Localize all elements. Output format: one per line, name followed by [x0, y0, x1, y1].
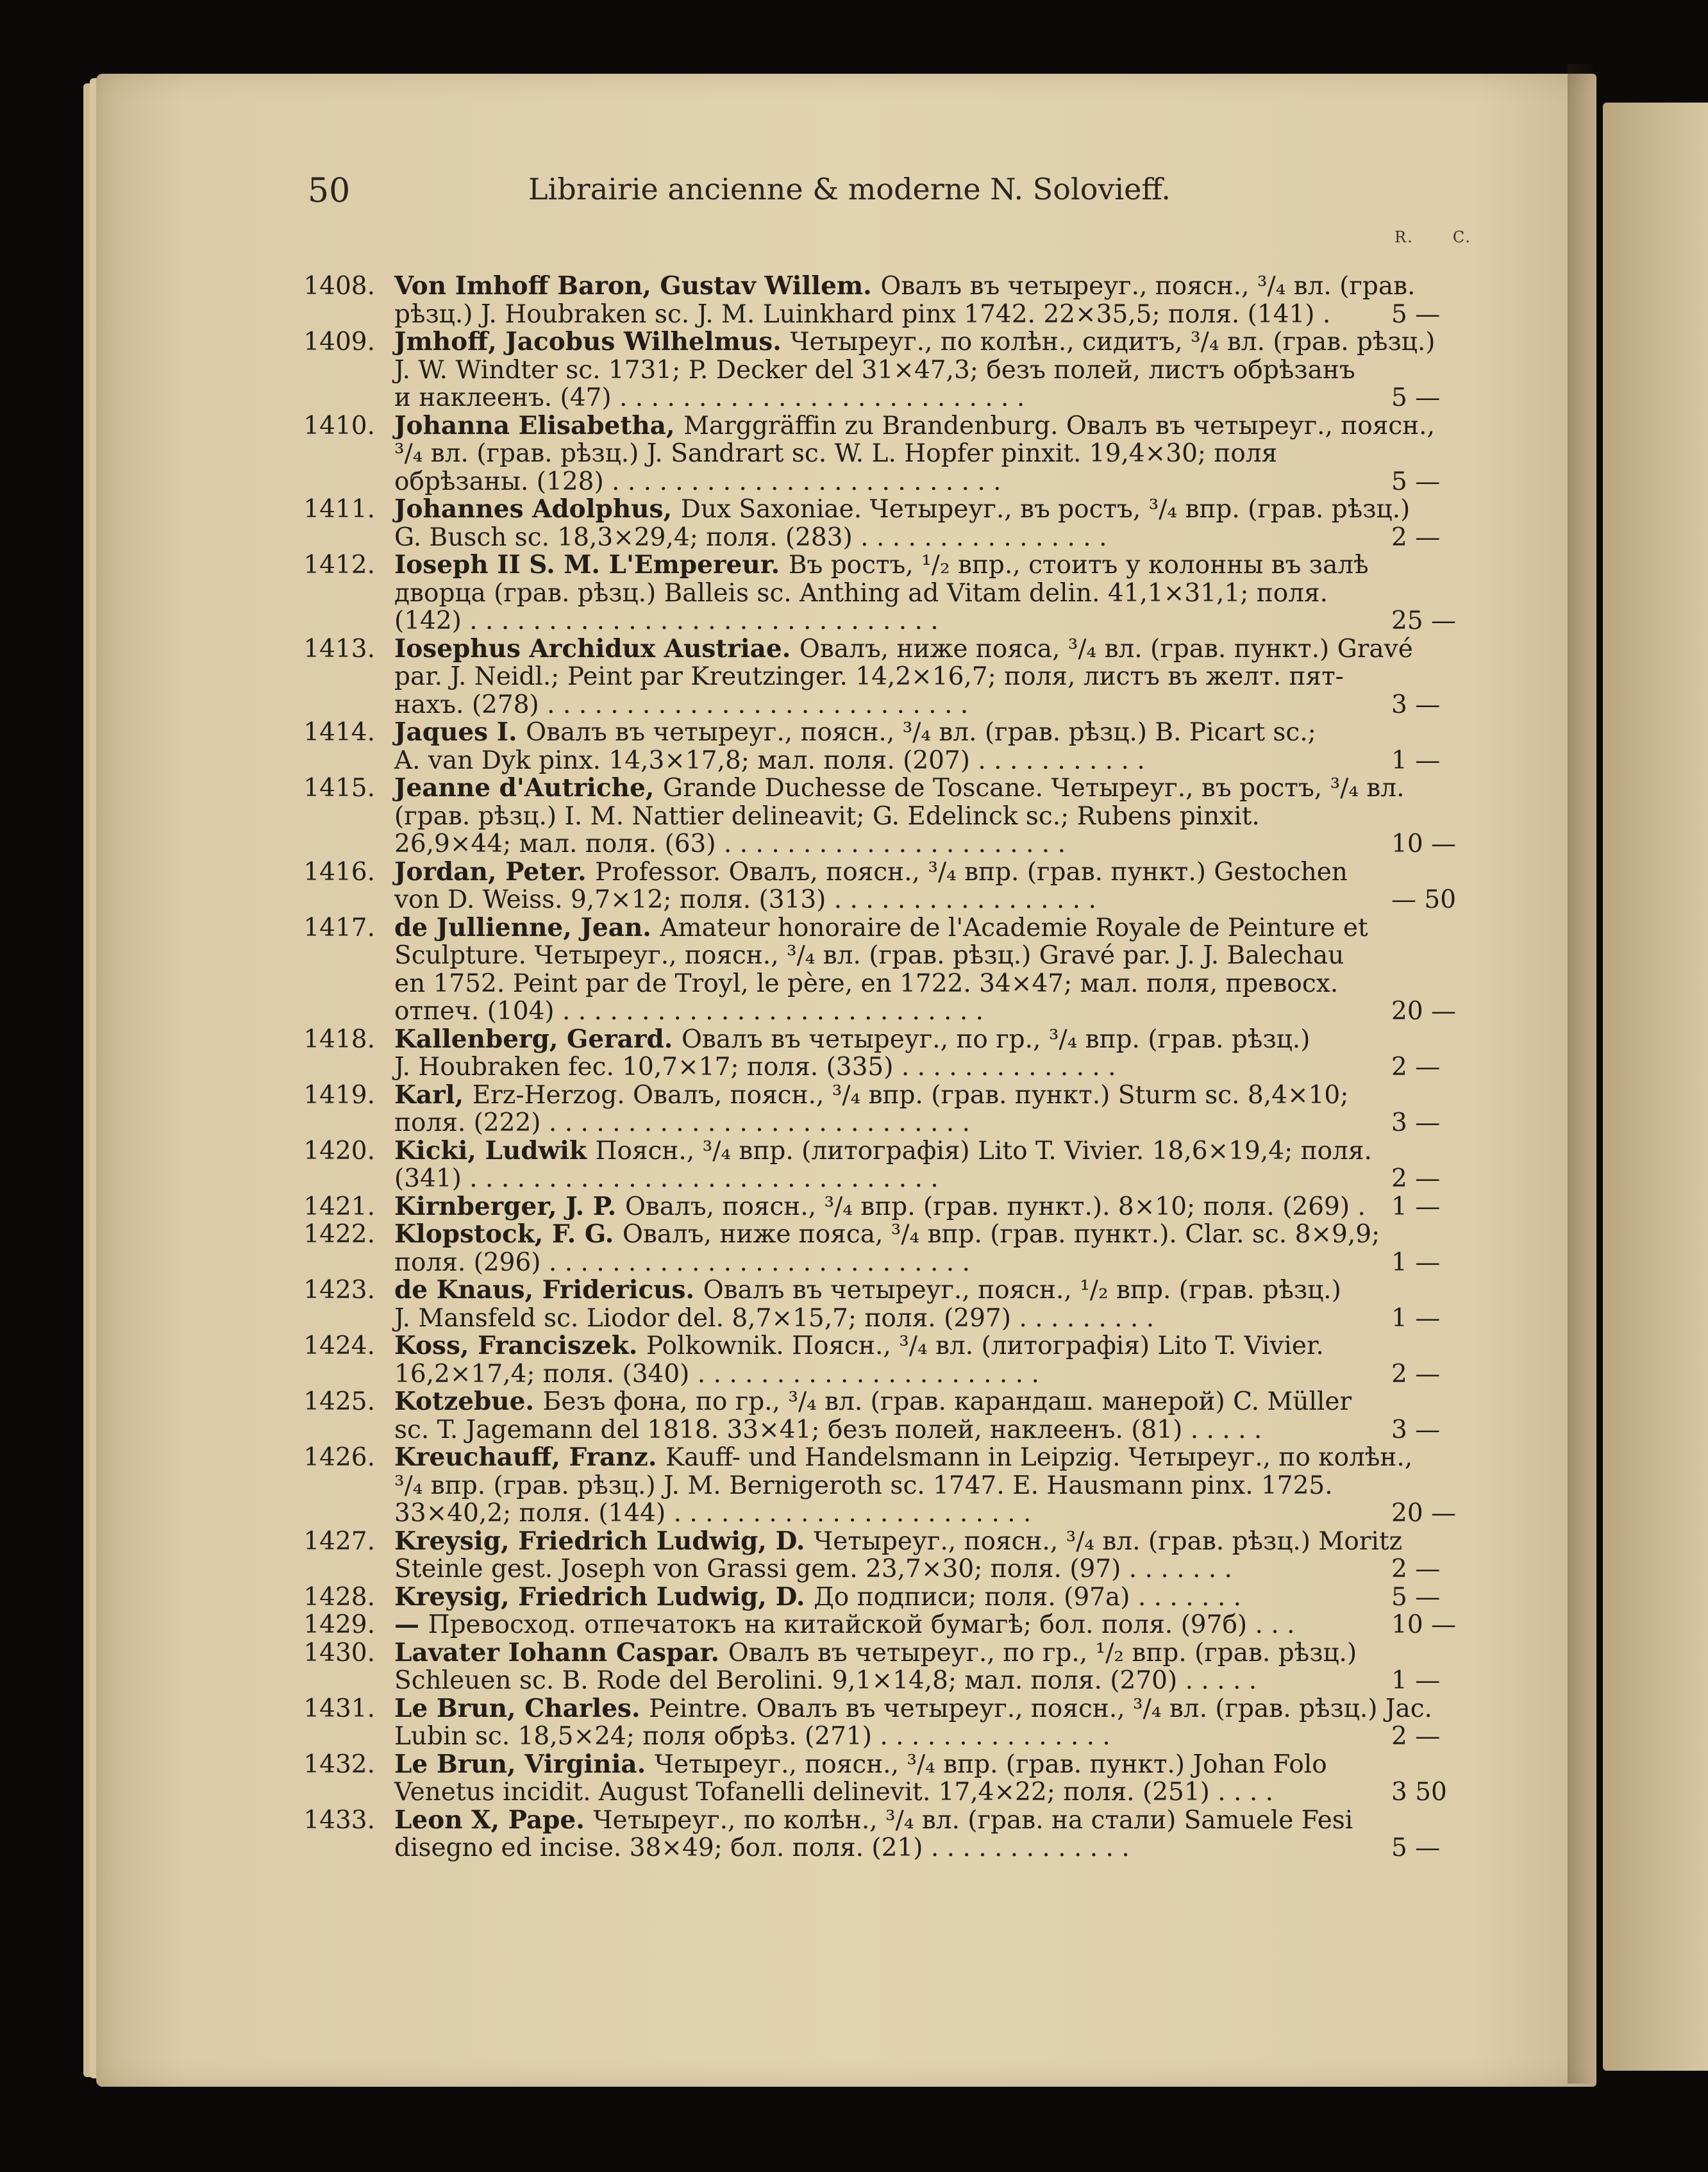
entry-number: 1429.	[303, 1610, 375, 1639]
entry-price: — 50	[1391, 885, 1457, 914]
catalog-entry	[301, 328, 1475, 412]
entry-price: 20 —	[1391, 1499, 1457, 1528]
entry-line: Schleuen sc. B. Rode del Berolini. 9,1×14,8; мал. поля. (270) . . . . .	[394, 1666, 1257, 1695]
entry-line: disegno ed incise. 38×49; бол. поля. (21) . . . . . . . . . . . . .	[394, 1834, 1130, 1862]
entry-name: Von Imhoff Baron, Gustav Willem.	[394, 271, 881, 301]
entry-line: Lavater Iohann Caspar. Овалъ въ четыреуг., по гр., ¹/₂ впр. (грав. рѣзц.)	[394, 1637, 1357, 1667]
entry-line: Lubin sc. 18,5×24; поля обрѣз. (271) . . . . . . . . . . . . . . .	[394, 1722, 1110, 1751]
entry-line: A. van Dyk pinx. 14,3×17,8; мал. поля. (207) . . . . . . . . . . .	[394, 746, 1145, 775]
entry-line: Leon X, Pape. Четыреуг., по колѣн., ³/₄ вл. (грав. на стали) Samuele Fesi	[394, 1805, 1353, 1835]
catalog-entry	[301, 272, 1475, 328]
rubles-label: R.	[1394, 228, 1414, 246]
entry-name: Le Brun, Charles.	[394, 1693, 649, 1723]
entry-name: Iosephus Archidux Austriae.	[394, 633, 800, 664]
entry-text	[394, 1080, 1349, 1137]
entry-line: Kirnberger, J. P. Овалъ, поясн., ³/₄ впр. (грав. пункт.). 8×10; поля. (269) .	[394, 1191, 1366, 1221]
entry-line: Koss, Franciszek. Polkownik. Поясн., ³/₄ вл. (литографія) Lito T. Vivier.	[394, 1331, 1324, 1360]
entry-line: — Превосход. отпечатокъ на китайской бумагѣ; бол. поля. (97б) . . .	[394, 1610, 1295, 1639]
entry-line: en 1752. Peint par de Troyl, le père, en 1722. 34×47; мал. поля, превосх.	[394, 969, 1339, 998]
entry-price: 3 —	[1391, 690, 1441, 719]
entry-text	[394, 327, 1436, 412]
entry-name: de Jullienne, Jean.	[394, 912, 660, 942]
entry-number: 1431.	[303, 1694, 375, 1723]
entry-line: Ioseph II S. M. L'Empereur. Въ ростъ, ¹/₂ впр., стоитъ у колонны въ залѣ	[394, 550, 1369, 580]
entry-name: Kotzebue.	[394, 1387, 543, 1416]
entry-price: 20 —	[1391, 997, 1457, 1026]
entry-line: поля. (296) . . . . . . . . . . . . . . . . . . . . . . . . . . .	[394, 1248, 970, 1277]
entry-text	[394, 1387, 1352, 1444]
page-number: 50	[308, 172, 351, 210]
entry-price: 1 —	[1391, 746, 1441, 775]
catalog-entry	[301, 412, 1475, 496]
page-title: Librairie ancienne & moderne N. Solovieff.	[528, 172, 1171, 206]
entry-price: 2 —	[1391, 1555, 1441, 1583]
entry-text	[394, 719, 1318, 774]
entry-line: Sculpture. Четыреуг., поясн., ³/₄ вл. (грав. рѣзц.) Gravé par. J. J. Balechau	[394, 941, 1344, 970]
entry-line: Le Brun, Charles. Peintre. Овалъ въ четыреуг., поясн., ³/₄ вл. (грав. рѣзц.) Jac.	[394, 1693, 1432, 1723]
catalog-entry	[301, 1276, 1475, 1332]
entry-number: 1427.	[303, 1526, 375, 1556]
entry-text	[394, 494, 1411, 552]
entry-line: обрѣзаны. (128) . . . . . . . . . . . . . . . . . . . . . . . . .	[394, 467, 1001, 496]
entry-price: 10 —	[1391, 830, 1457, 858]
entry-text	[394, 1805, 1353, 1862]
entry-line: Klopstock, F. G. Овалъ, ниже пояса, ³/₄ впр. (грав. пункт.). Clar. sc. 8×9,9;	[394, 1219, 1380, 1249]
catalog-entry	[301, 774, 1475, 858]
entry-number: 1412.	[303, 551, 375, 580]
entry-line: (грав. рѣзц.) I. M. Nattier delineavit; G. Edelinck sc.; Rubens pinxit.	[394, 801, 1260, 831]
entry-number: 1417.	[303, 913, 375, 942]
entry-line: G. Busch sc. 18,3×29,4; поля. (283) . . . . . . . . . . . . . . . .	[394, 522, 1107, 552]
entry-price: 2 —	[1391, 522, 1441, 552]
entry-text	[394, 1135, 1372, 1193]
entry-number: 1422.	[303, 1220, 375, 1249]
entry-name: Johannes Adolphus,	[394, 494, 681, 524]
entry-number: 1416.	[303, 857, 375, 887]
entry-price: 2 —	[1391, 1359, 1441, 1389]
entry-text	[394, 1275, 1341, 1333]
entry-line: J. W. Windter sc. 1731; P. Decker del 31×47,3; безъ полей, листъ обрѣзанъ	[394, 355, 1355, 385]
entry-text	[394, 1637, 1357, 1695]
entry-number: 1430.	[303, 1638, 375, 1667]
entry-price: 5 —	[1391, 383, 1441, 412]
catalog-entry	[301, 914, 1475, 1026]
entry-name: Johanna Elisabetha,	[394, 410, 684, 440]
entry-line: 16,2×17,4; поля. (340) . . . . . . . . . . . . . . . . . . . . . .	[394, 1359, 1039, 1389]
entry-line: de Knaus, Fridericus. Овалъ въ четыреуг., поясн., ¹/₂ впр. (грав. рѣзц.)	[394, 1275, 1341, 1305]
entry-name: Jeanne d'Autriche,	[394, 773, 663, 803]
entry-price: 3 —	[1391, 1108, 1441, 1137]
entry-line: Kicki, Ludwik Поясн., ³/₄ впр. (литографія) Lito T. Vivier. 18,6×19,4; поля.	[394, 1135, 1372, 1165]
entry-text	[394, 271, 1416, 329]
entry-name: Ioseph II S. M. L'Empereur.	[394, 550, 789, 580]
entry-name: de Knaus, Fridericus.	[394, 1275, 703, 1305]
entry-number: 1418.	[303, 1024, 375, 1054]
entry-price: 5 —	[1391, 1582, 1441, 1612]
entry-number: 1423.	[303, 1276, 375, 1305]
entry-number: 1425.	[303, 1387, 375, 1416]
entry-line: ³/₄ впр. (грав. рѣзц.) J. M. Bernigeroth sc. 1747. E. Hausmann pinx. 1725.	[394, 1471, 1333, 1500]
entry-line: Jeanne d'Autriche, Grande Duchesse de Toscane. Четыреуг., въ ростъ, ³/₄ вл.	[394, 773, 1405, 803]
entry-text	[394, 633, 1413, 719]
entry-line: Kreysig, Friedrich Ludwig, D. Четыреуг., поясн., ³/₄ вл. (грав. рѣзц.) Moritz	[394, 1526, 1403, 1556]
entry-number: 1414.	[303, 718, 375, 747]
catalog-entry	[301, 1583, 1475, 1612]
entry-line: Kreuchauff, Franz. Kauff- und Handelsmann in Leipzig. Четыреуг., по колѣн.,	[394, 1442, 1413, 1472]
entry-name: —	[394, 1610, 428, 1639]
entry-line: Johanna Elisabetha, Marggräffin zu Brandenburg. Овалъ въ четыреуг., поясн.,	[394, 410, 1435, 440]
entry-line: рѣзц.) J. Houbraken sc. J. M. Luinkhard pinx 1742. 22×35,5; поля. (141) .	[394, 299, 1331, 329]
entry-line: поля. (222) . . . . . . . . . . . . . . . . . . . . . . . . . . .	[394, 1108, 970, 1137]
entry-line: Iosephus Archidux Austriae. Овалъ, ниже пояса, ³/₄ вл. (грав. пункт.) Gravé	[394, 633, 1413, 664]
entry-number: 1413.	[303, 634, 375, 664]
entry-name: Lavater Iohann Caspar.	[394, 1637, 728, 1667]
catalog-entry	[301, 1332, 1475, 1388]
catalog-entry	[301, 1193, 1475, 1221]
entry-line: Karl, Erz-Herzog. Овалъ, поясн., ³/₄ впр. (грав. пункт.) Sturm sc. 8,4×10;	[394, 1080, 1349, 1110]
entry-text	[394, 1526, 1403, 1583]
entry-number: 1433.	[303, 1805, 375, 1835]
entry-line: ³/₄ вл. (грав. рѣзц.) J. Sandrart sc. W. L. Hopfer pinxit. 19,4×30; поля	[394, 439, 1278, 468]
entry-number: 1409.	[303, 328, 375, 356]
catalog-entry	[301, 1639, 1475, 1695]
catalog-entry	[301, 635, 1475, 719]
entry-name: Le Brun, Virginia.	[394, 1749, 655, 1779]
entry-price: 1 —	[1391, 1666, 1441, 1695]
entry-number: 1421.	[303, 1192, 375, 1221]
entry-line: J. Houbraken fec. 10,7×17; поля. (335) . . . . . . . . . . . . . .	[394, 1053, 1116, 1082]
entry-name: Kreuchauff, Franz.	[394, 1442, 666, 1472]
page-header	[308, 172, 1391, 217]
entry-line: и наклеенъ. (47) . . . . . . . . . . . . . . . . . . . . . . . . . .	[394, 383, 1025, 412]
entry-number: 1408.	[303, 272, 375, 301]
book-gutter	[1568, 64, 1596, 2084]
entry-text	[394, 773, 1405, 858]
entry-line: Le Brun, Virginia. Четыреуг., поясн., ³/₄ впр. (грав. пункт.) Johan Folo	[394, 1749, 1327, 1779]
entry-price: 10 —	[1391, 1610, 1457, 1639]
catalog-entry	[301, 1807, 1475, 1862]
facing-page-edge	[1603, 103, 1708, 2071]
entry-text	[394, 410, 1435, 496]
catalog-entry	[301, 1751, 1475, 1807]
entry-line: de Jullienne, Jean. Amateur honoraire de l'Academie Royale de Peinture et	[394, 912, 1368, 942]
entry-line: Kallenberg, Gerard. Овалъ въ четыреуг., по гр., ³/₄ впр. (грав. рѣзц.)	[394, 1024, 1310, 1054]
entry-line: sc. T. Jagemann del 1818. 33×41; безъ полей, наклеенъ. (81) . . . . .	[394, 1415, 1262, 1444]
entry-line: дворца (грав. рѣзц.) Balleis sc. Anthing ad Vitam delin. 41,1×31,1; поля.	[394, 578, 1328, 608]
entry-price: 5 —	[1391, 1834, 1441, 1862]
entry-line: Jordan, Peter. Professor. Овалъ, поясн., ³/₄ впр. (грав. пункт.) Gestochen	[394, 856, 1348, 887]
catalog-entry	[301, 1137, 1475, 1193]
entry-price: 3 —	[1391, 1415, 1441, 1444]
entry-text	[394, 1191, 1366, 1221]
entry-line: Kotzebue. Безъ фона, по гр., ³/₄ вл. (грав. карандаш. манерой) C. Müller	[394, 1387, 1352, 1416]
entry-line: нахъ. (278) . . . . . . . . . . . . . . . . . . . . . . . . . . .	[394, 690, 969, 719]
catalog-entry	[301, 1695, 1475, 1751]
catalog-entry	[301, 496, 1475, 551]
entry-name: Kreysig, Friedrich Ludwig, D.	[394, 1526, 814, 1556]
entry-name: Kirnberger, J. P.	[394, 1191, 625, 1221]
entry-line: Jaques I. Овалъ въ четыреуг., поясн., ³/₄ вл. (грав. рѣзц.) B. Picart sc.;	[394, 717, 1316, 747]
entry-name: Klopstock, F. G.	[394, 1219, 623, 1249]
catalog-entry	[301, 1026, 1475, 1082]
entry-name: Kallenberg, Gerard.	[394, 1024, 682, 1054]
entry-line: Von Imhoff Baron, Gustav Willem. Овалъ въ четыреуг., поясн., ³/₄ вл. (грав.	[394, 271, 1416, 301]
entry-price: 25 —	[1391, 606, 1457, 635]
entry-line: Venetus incidit. August Tofanelli delinevit. 17,4×22; поля. (251) . . . .	[394, 1778, 1274, 1807]
entry-line: (142) . . . . . . . . . . . . . . . . . . . . . . . . . . . . . .	[394, 606, 939, 635]
entry-number: 1432.	[303, 1750, 375, 1779]
entry-line: 33×40,2; поля. (144) . . . . . . . . . . . . . . . . . . . . . . .	[394, 1499, 1032, 1528]
entry-price: 1 —	[1391, 1248, 1441, 1277]
entry-line: 26,9×44; мал. поля. (63) . . . . . . . . . . . . . . . . . . . . . .	[394, 830, 1066, 858]
catalog-entry	[301, 1082, 1475, 1137]
kopecks-label: C.	[1452, 228, 1471, 246]
entry-number: 1426.	[303, 1443, 375, 1472]
entry-price: 2 —	[1391, 1722, 1441, 1751]
entry-price: 2 —	[1391, 1053, 1441, 1082]
entry-line: отпеч. (104) . . . . . . . . . . . . . . . . . . . . . . . . . . .	[394, 997, 984, 1026]
entry-price: 5 —	[1391, 467, 1441, 496]
entry-line: Kreysig, Friedrich Ludwig, D. До подписи; поля. (97a) . . . . . . .	[394, 1582, 1242, 1612]
entry-name: Jordan, Peter.	[394, 856, 596, 887]
entry-line: von D. Weiss. 9,7×12; поля. (313) . . . . . . . . . . . . . . . . .	[394, 885, 1096, 914]
entry-price: 1 —	[1391, 1303, 1441, 1333]
entry-name: Kreysig, Friedrich Ludwig, D.	[394, 1582, 814, 1612]
catalog-entry	[301, 858, 1475, 914]
entry-text	[394, 1442, 1413, 1528]
entry-text	[394, 550, 1369, 635]
entry-number: 1424.	[303, 1332, 375, 1360]
entry-name: Jmhoff, Jacobus Wilhelmus.	[394, 327, 791, 356]
entry-name: Jaques I.	[394, 717, 526, 747]
entry-name: Leon X, Pape.	[394, 1805, 594, 1835]
entry-text	[394, 1219, 1380, 1277]
entry-number: 1419.	[303, 1080, 375, 1110]
entry-number: 1410.	[303, 411, 375, 440]
entry-name: Kicki, Ludwik	[394, 1135, 596, 1165]
entry-number: 1428.	[303, 1582, 375, 1612]
entry-text	[394, 1693, 1432, 1751]
catalog-entry	[301, 1528, 1475, 1583]
entry-text	[394, 1583, 1318, 1612]
entry-line: J. Mansfeld sc. Liodor del. 8,7×15,7; поля. (297) . . . . . . . . .	[394, 1303, 1155, 1333]
entry-text	[394, 856, 1348, 914]
catalog-entry	[301, 719, 1475, 774]
entry-text	[394, 1611, 1318, 1639]
entry-text	[394, 912, 1368, 1026]
entry-line: Johannes Adolphus, Dux Saxoniae. Четыреуг., въ ростъ, ³/₄ впр. (грав. рѣзц.)	[394, 494, 1411, 524]
entry-text	[394, 1749, 1327, 1807]
entry-price: 2 —	[1391, 1164, 1441, 1193]
entry-price: 5 —	[1391, 299, 1441, 329]
entry-price: 1 —	[1391, 1192, 1441, 1221]
price-column-header	[1394, 228, 1471, 246]
entry-number: 1420.	[303, 1136, 375, 1165]
catalog-entry	[301, 1444, 1475, 1528]
entry-line: (341) . . . . . . . . . . . . . . . . . . . . . . . . . . . . . .	[394, 1164, 939, 1193]
catalog-entry	[301, 1388, 1475, 1444]
entry-line: Jmhoff, Jacobus Wilhelmus. Четыреуг., по колѣн., сидитъ, ³/₄ вл. (грав. рѣзц.)	[394, 327, 1436, 356]
entry-number: 1415.	[303, 774, 375, 803]
entry-name: Karl,	[394, 1080, 473, 1110]
catalog-entry	[301, 551, 1475, 635]
entry-price: 3 50	[1391, 1778, 1447, 1807]
entry-text	[394, 1331, 1324, 1389]
entry-line: Steinle gest. Joseph von Grassi gem. 23,7×30; поля. (97) . . . . . . .	[394, 1555, 1232, 1583]
entry-number: 1411.	[303, 495, 375, 524]
entry-name: Koss, Franciszek.	[394, 1331, 646, 1360]
entry-line: par. J. Neidl.; Peint par Kreutzinger. 14,2×16,7; поля, листъ въ желт. пят-	[394, 662, 1344, 691]
catalog-entry	[301, 1611, 1475, 1639]
catalog-entry	[301, 1221, 1475, 1276]
entry-text	[394, 1026, 1318, 1082]
